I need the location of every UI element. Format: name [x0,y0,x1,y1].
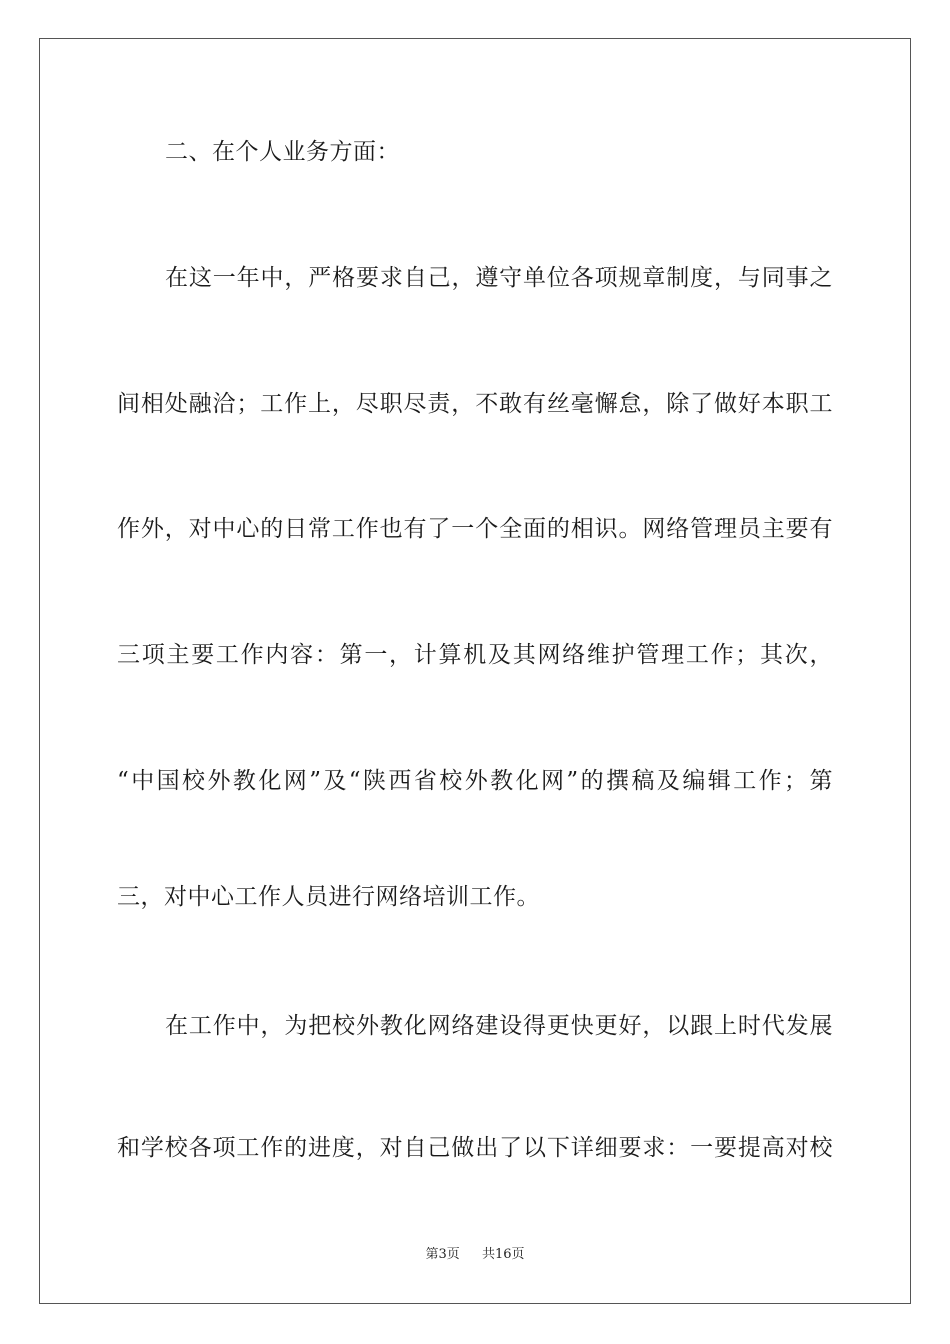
paragraph-line: “中国校外教化网”及“陕西省校外教化网”的撰稿及编辑工作；第 [117,768,833,794]
page-footer [0,1245,950,1265]
page-total-label: 共16页 [482,1247,525,1262]
page-current-label: 第3页 [425,1247,460,1262]
paragraph-line: 间相处融洽；工作上，尽职尽责，不敢有丝毫懈怠，除了做好本职工 [117,391,833,417]
section-heading: 二、在个人业务方面： [165,139,400,165]
paragraph-line: 在这一年中，严格要求自己，遵守单位各项规章制度，与同事之 [165,265,833,291]
paragraph-line: 三，对中心工作人员进行网络培训工作。 [117,884,540,910]
paragraph-line: 和学校各项工作的进度，对自己做出了以下详细要求：一要提高对校 [117,1135,833,1161]
paragraph-line: 在工作中，为把校外教化网络建设得更快更好，以跟上时代发展 [165,1013,833,1039]
paragraph-line: 三项主要工作内容：第一，计算机及其网络维护管理工作；其次， [117,642,833,668]
page-border [39,38,911,1304]
paragraph-line: 作外，对中心的日常工作也有了一个全面的相识。网络管理员主要有 [117,516,833,542]
